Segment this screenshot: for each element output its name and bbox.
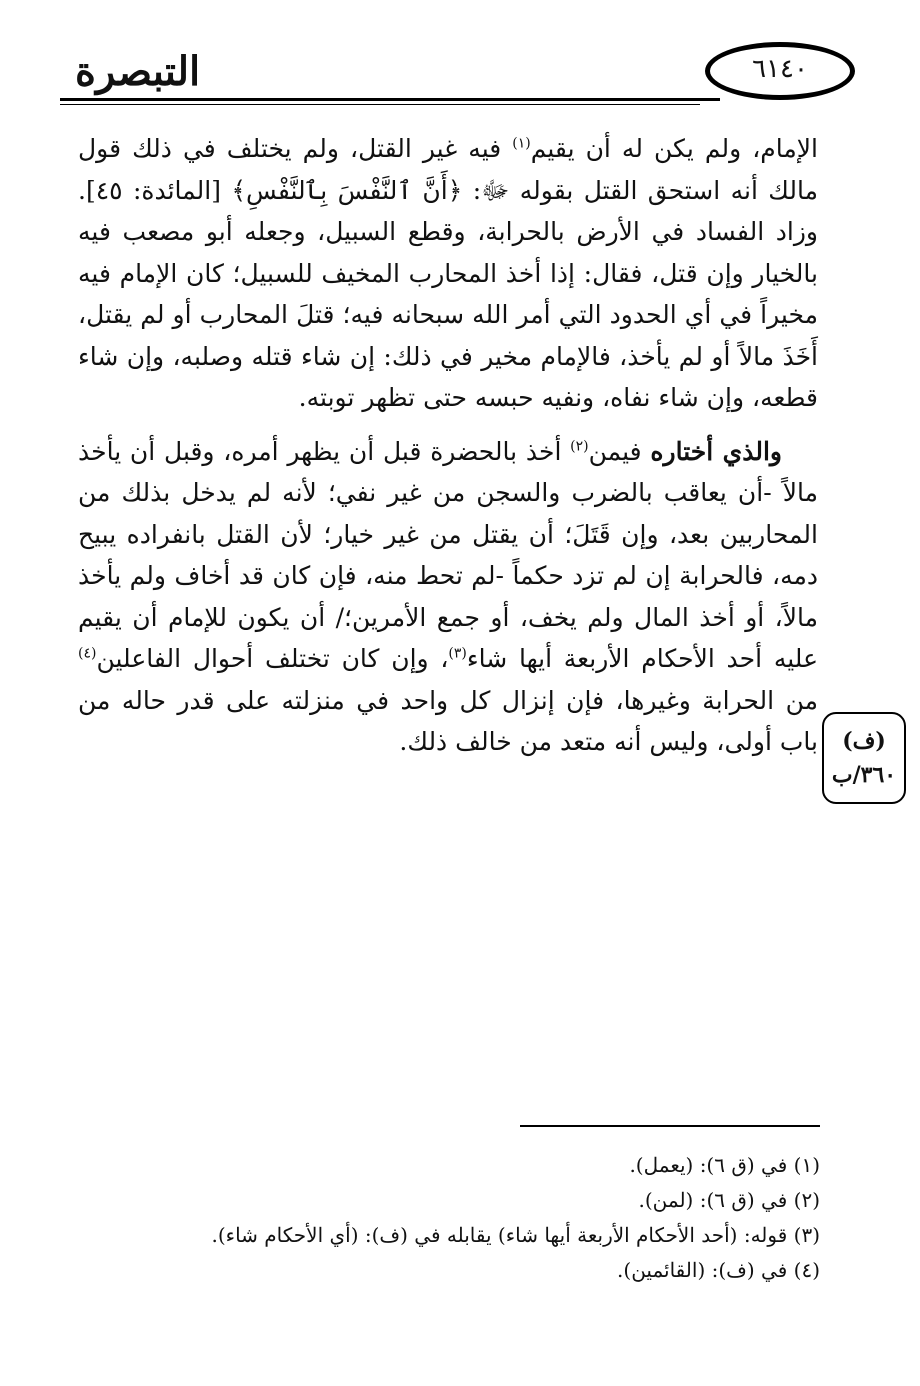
header-rule-thin [60,104,700,105]
paragraph-1-text-b: فيه غير القتل، ولم يختلف في ذلك قول مالك أنه استحق القتل بقوله ﷻ: ﴿أَنَّ ٱلنَّفْسَ بِٱلنَّفْسِ﴾ [المائدة: ٤٥]. وزاد الفساد في الأرض بالحرابة، وقطع السبيل، وجعله أبو مصعب فيه بالخيار وإن قتل، فقال: إذا أخذ المحارب المخيف للسبيل؛ كان الإمام فيه مخيراً في أي الحدود التي أمر الله سبحانه فيه؛ قتلَ المحارب أو لم يقتل، أَخَذَ مالاً أو لم يأخذ، فالإمام مخير في ذلك: إن شاء قتله وصلبه، وإن شاء قطعه، وإن شاء نفاه، ونفيه حبسه حتى تظهر توبته. [78,134,818,412]
footnote-4: (٤) في (ف): (القائمين). [617,1258,820,1282]
paragraph-1 [78,128,818,419]
main-text [78,128,818,763]
manuscript-margin-note [822,712,906,804]
footnote-3: (٣) قوله: (أحد الأحكام الأربعة أيها شاء) يقابله في (ف): (أي الأحكام شاء). [211,1223,820,1247]
footnote-1: (١) في (ق ٦): (يعمل). [629,1153,820,1177]
paragraph-2-text-b: أخذ بالحضرة قبل أن يظهر أمره، وقبل أن يأخذ مالاً -أن يعاقب بالضرب والسجن من غير نفي؛ لأنه لم يدخل بذلك من المحاربين بعد، وإن قَتَلَ؛ أن يقتل من غير خيار؛ لأن القتل بانفراده يبيح دمه، فالحرابة إن لم تزد حكماً -لم تحط منه، فإن كان قد أخاف ولم يأخذ مالاً، أو أخذ المال ولم يخف، أو جمع الأمرين؛/ أن يكون للإمام أن يقيم عليه أحد الأحكام الأربعة أيها شاء [78,436,818,673]
paragraph-2 [78,431,818,763]
paragraph-2-text-a: فيمن [588,436,651,466]
book-title: التبصرة [75,48,201,95]
paragraph-2-text-c: ، وإن كان تختلف أحوال الفاعلين [96,644,449,673]
header-rule [60,98,720,101]
footnote-ref-4[interactable]: (٤) [78,645,97,662]
margin-note-source: (ف) [842,728,886,754]
paragraph-2-text-d: من الحرابة وغيرها، فإن إنزال كل واحد في منزلته على قدر حاله من باب أولى، وليس أنه متعد من خالف ذلك. [78,685,818,756]
footnotes [160,1148,820,1288]
footnote-2: (٢) في (ق ٦): (لمن). [638,1188,820,1212]
footnote-ref-3[interactable]: (٣) [448,645,467,662]
page-header [60,40,860,110]
margin-note-folio: ٣٦٠/ب [831,762,897,788]
page-number: ٦١٤٠ [752,54,808,84]
paragraph-1-text: الإمام، ولم يكن له أن يقيم [530,134,818,163]
footnote-ref-2[interactable]: (٢) [570,438,589,455]
footnote-separator [520,1125,820,1127]
footnote-ref-1[interactable]: (١) [512,135,531,152]
paragraph-2-lead: والذي أختاره [650,436,782,466]
